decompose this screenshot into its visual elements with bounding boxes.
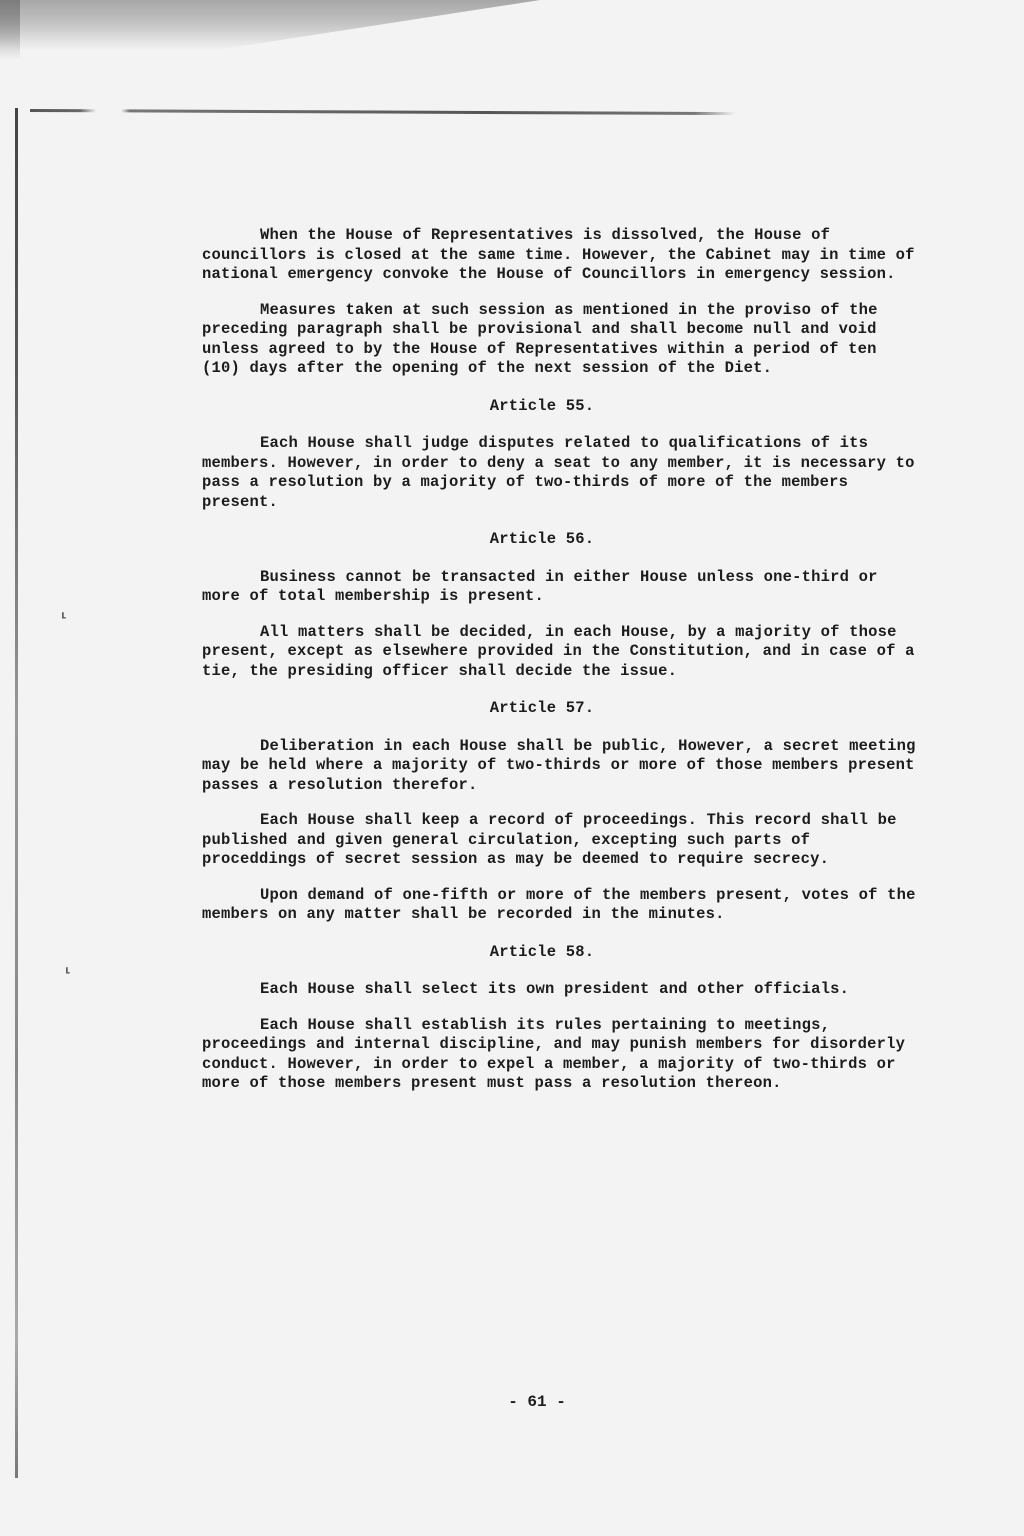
paragraph: Measures taken at such session as mentioned in the proviso of the preceding paragraph shall be provisional and shall become null and void unless agreed to by the House of Representatives within a period of ten (10) days after the opening of the next session of the Diet.	[202, 300, 878, 377]
paragraph: Business cannot be transacted in either House unless one-third or more of total membership is present.	[202, 567, 878, 605]
left-margin-line	[15, 108, 18, 1478]
article-heading: Article 57.	[489, 699, 595, 717]
paragraph: Each House shall select its own president and other officials.	[260, 980, 850, 998]
paragraph: Each House shall establish its rules pertaining to meetings, proceedings and internal discipline, and may punish members for disorderly conduct. However, in order to expel a member, a majority of two-thirds or more of those members present must pass a resolution thereon.	[202, 1015, 906, 1092]
page-number: - 61 -	[508, 1393, 566, 1411]
top-rule-line	[30, 109, 860, 116]
article-heading: Article 55.	[489, 396, 595, 415]
article-heading: Article 58.	[489, 942, 595, 961]
binding-hole-mark-top: ⸤	[58, 602, 69, 622]
binding-hole-mark-bottom: ⸤	[62, 957, 73, 977]
scan-shadow-corner	[0, 0, 20, 60]
article-heading: Article 56.	[489, 530, 595, 548]
document-body	[202, 226, 922, 1110]
scan-shadow	[0, 0, 540, 50]
paragraph: Upon demand of one-fifth or more of the members present, votes of the members on any matter shall be recorded in the minutes.	[202, 885, 916, 923]
paragraph: Each House shall keep a record of proceedings. This record shall be published and given general circulation, excepting such parts of proceddings of secret session as may be deemed to require secrecy.	[202, 811, 897, 868]
paragraph: When the House of Representatives is dissolved, the House of councillors is closed at the same time. However, the Cabinet may in time of national emergency convoke the House of Councillors in emergency session.	[202, 226, 915, 283]
paragraph: Deliberation in each House shall be public, However, a secret meeting may be held where a majority of two-thirds or more of those members present passes a resolution therefor.	[202, 736, 916, 794]
paragraph: All matters shall be decided, in each House, by a majority of those present, except as elsewhere provided in the Constitution, and in case of a tie, the presiding officer shall decide the issue.	[202, 622, 915, 680]
paragraph: Each House shall judge disputes related to qualifications of its members. However, in order to deny a seat to any member, it is necessary to pass a resolution by a majority of two-thirds of more of the members present.	[202, 434, 915, 511]
